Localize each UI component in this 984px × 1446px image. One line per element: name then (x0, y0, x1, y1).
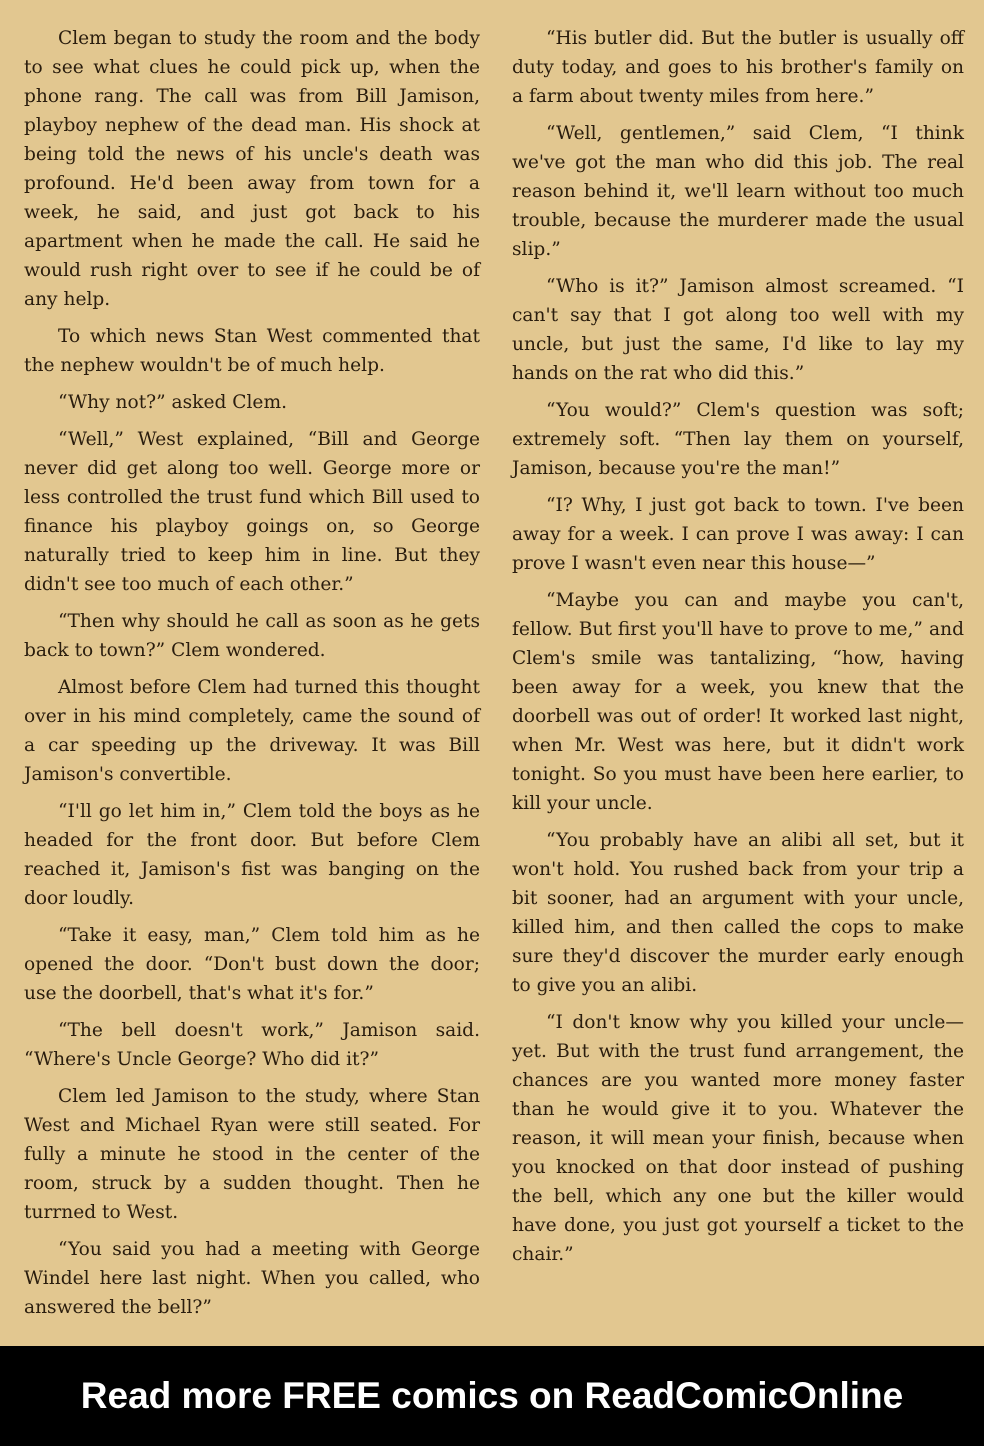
paragraph: Clem began to study the room and the body to see what clues he could pick up, when the phone rang. The call was from Bill Jamison, playboy nephew of the dead man. His shock at being told the news of his uncle's death was profound. He'd been away from town for a week, he said, and just got back to his apartment when he made the call. He said he would rush right over to see if he could be of any help. (24, 28, 480, 310)
paragraph: “Well,” West explained, “Bill and George never did get along too well. George more or less controlled the trust fund which Bill used to finance his playboy goings on, so George naturally tried to keep him in line. But they didn't see too much of each other.” (24, 429, 480, 595)
paragraph: To which news Stan West commented that the nephew wouldn't be of much help. (24, 326, 480, 376)
paragraph: “Maybe you can and maybe you can't, fellow. But first you'll have to prove to me,” and Clem's smile was tantalizing, “how, having been away for a week, you knew that the doorbell was out of order! It worked last night, when Mr. West was here, but it didn't work tonight. So you must have been here earlier, to kill your uncle. (512, 590, 964, 814)
paragraph: “You probably have an alibi all set, but it won't hold. You rushed back from your trip a bit sooner, had an argument with your uncle, killed him, and then called the cops to make sure they'd discover the murder early enough to give you an alibi. (512, 830, 964, 996)
paragraph: “Why not?” asked Clem. (58, 392, 287, 413)
paragraph: “Take it easy, man,” Clem told him as he opened the door. “Don't bust down the door; use the doorbell, that's what it's for.” (24, 925, 480, 1004)
promo-banner (0, 1346, 984, 1446)
right-column (512, 24, 964, 1277)
paragraph: “Who is it?” Jamison almost screamed. “I can't say that I got along too well with my uncle, but just the same, I'd like to lay my hands on the rat who did this.” (512, 276, 964, 384)
paragraph: “You would?” Clem's question was soft; extremely soft. “Then lay them on yourself, Jamison, because you're the man!” (512, 400, 964, 479)
paragraph: Clem led Jamison to the study, where Stan West and Michael Ryan were still seated. For fully a minute he stood in the center of the room, struck by a sudden thought. Then he turrned to West. (24, 1086, 480, 1223)
left-column (24, 24, 480, 1330)
paragraph: “I'll go let him in,” Clem told the boys as he headed for the front door. But before Clem reached it, Jamison's fist was banging on the door loudly. (24, 801, 480, 909)
paragraph: “I? Why, I just got back to town. I've been away for a week. I can prove I was away: I can prove I wasn't even near this house—” (512, 495, 964, 574)
paragraph: “The bell doesn't work,” Jamison said. “Where's Uncle George? Who did it?” (24, 1020, 480, 1070)
promo-banner-text: Read more FREE comics on ReadComicOnline (80, 1375, 904, 1416)
paragraph: “I don't know why you killed your uncle—yet. But with the trust fund arrangement, the chances are you wanted more money faster than he would give it to you. Whatever the reason, it will mean your finish, because when you knocked on that door instead of pushing the bell, which any one but the killer would have done, you just got yourself a ticket to the chair.” (512, 1012, 964, 1265)
paragraph: “Well, gentlemen,” said Clem, “I think we've got the man who did this job. The real reason behind it, we'll learn without too much trouble, because the murderer made the usual slip.” (512, 123, 964, 260)
paragraph: “Then why should he call as soon as he gets back to town?” Clem wondered. (24, 611, 480, 661)
paragraph: “You said you had a meeting with George Windel here last night. When you called, who answered the bell?” (24, 1239, 480, 1318)
paragraph: Almost before Clem had turned this thought over in his mind completely, came the sound of a car speeding up the driveway. It was Bill Jamison's convertible. (24, 677, 480, 785)
paragraph: “His butler did. But the butler is usually off duty today, and goes to his brother's family on a farm about twenty miles from here.” (512, 28, 964, 107)
